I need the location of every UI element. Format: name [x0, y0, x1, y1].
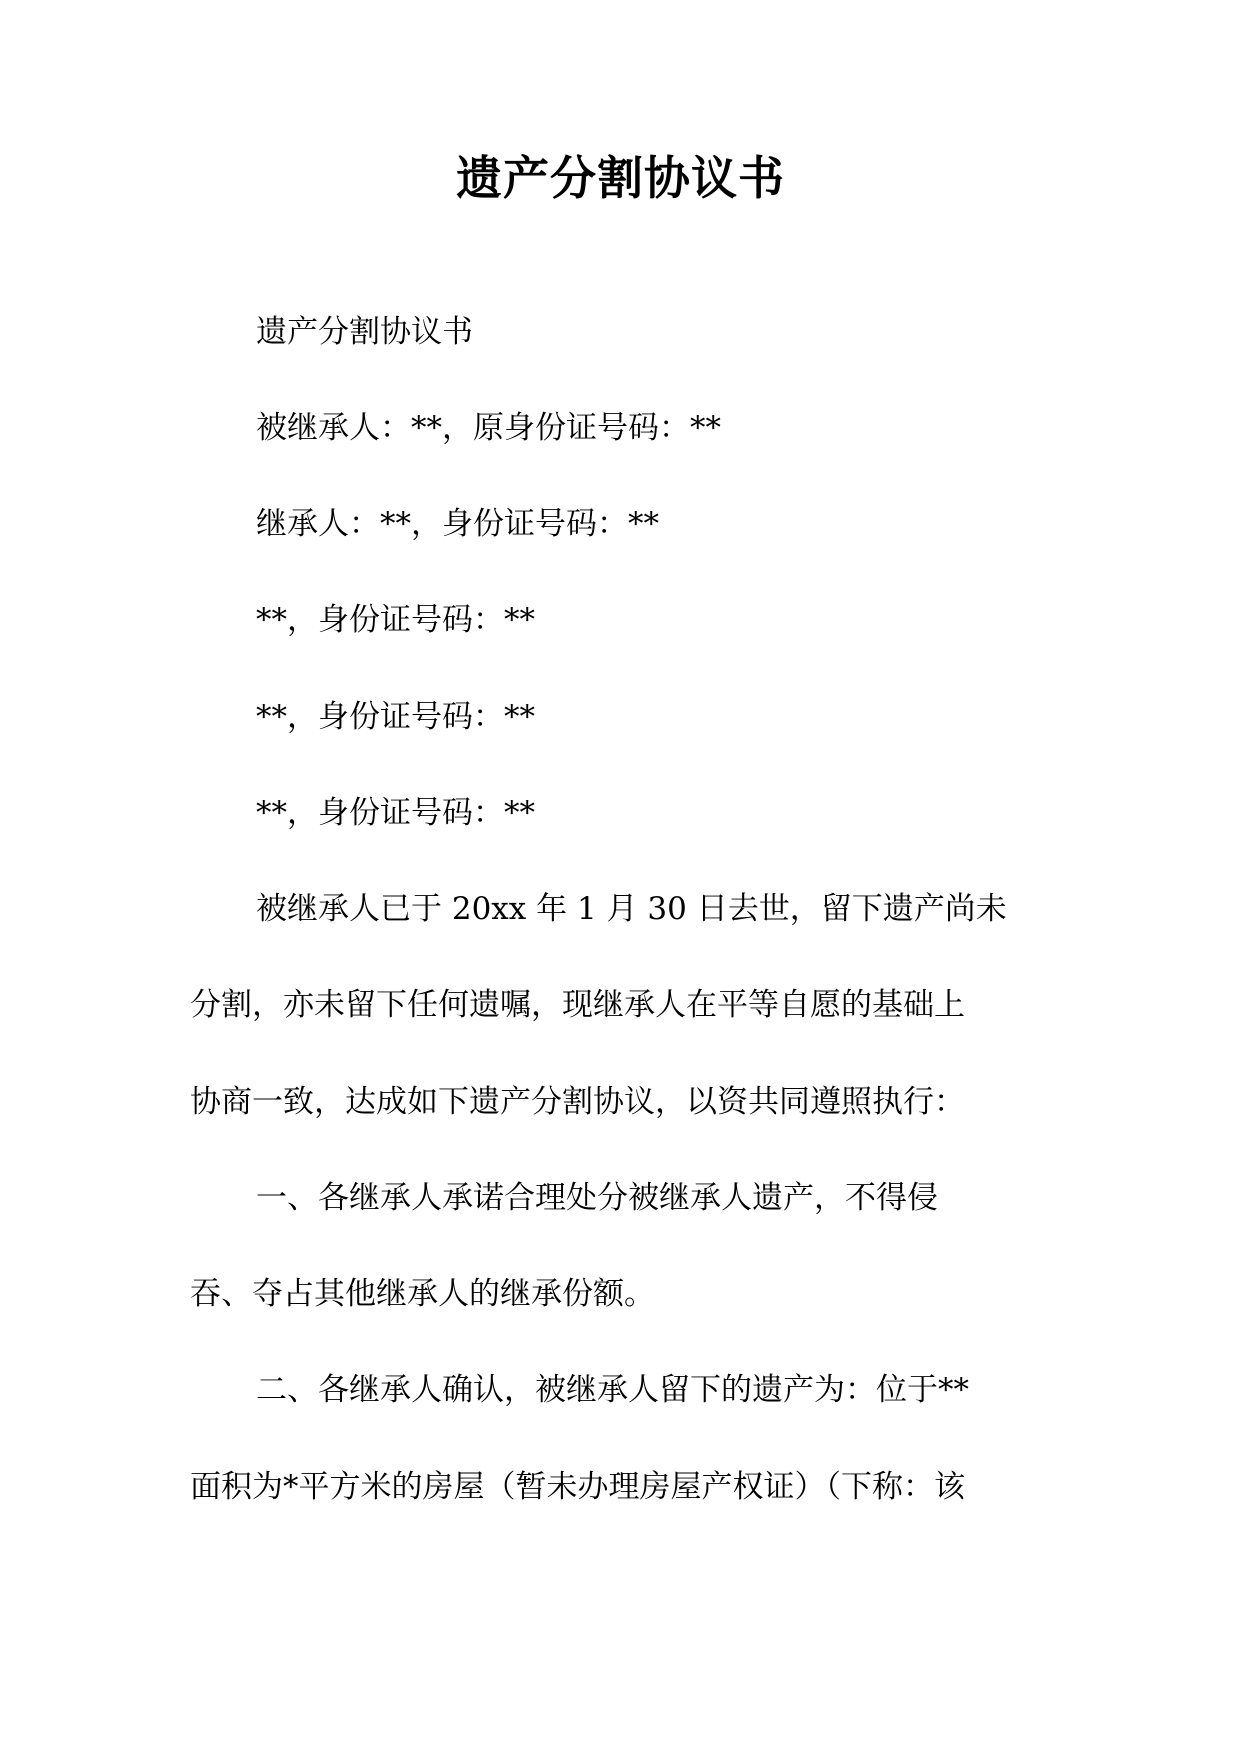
document-title: 遗产分割协议书	[456, 151, 785, 205]
paragraph-line: 分割，亦未留下任何遗嘱，现继承人在平等自愿的基础上	[190, 987, 965, 1023]
decedent-line: 被继承人：**，原身份证号码：**	[256, 410, 721, 446]
clause-line: 一、各继承人承诺合理处分被继承人遗产，不得侵	[256, 1180, 938, 1216]
clause-line: 吞、夺占其他继承人的继承份额。	[190, 1276, 655, 1312]
heir-line: **，身份证号码：**	[256, 699, 535, 735]
heir-line: **，身份证号码：**	[256, 602, 535, 638]
subtitle-line: 遗产分割协议书	[256, 314, 473, 350]
heir-line: **，身份证号码：**	[256, 795, 535, 831]
paragraph-line: 协商一致，达成如下遗产分割协议，以资共同遵照执行：	[190, 1084, 965, 1120]
clause-line: 二、各继承人确认，被继承人留下的遗产为：位于**	[256, 1372, 969, 1408]
paragraph-line: 被继承人已于 20xx 年 1 月 30 日去世，留下遗产尚未	[256, 891, 1007, 927]
clause-line: 面积为*平方米的房屋（暂未办理房屋产权证）（下称：该	[190, 1469, 965, 1505]
heir-line: 继承人：**，身份证号码：**	[256, 506, 659, 542]
